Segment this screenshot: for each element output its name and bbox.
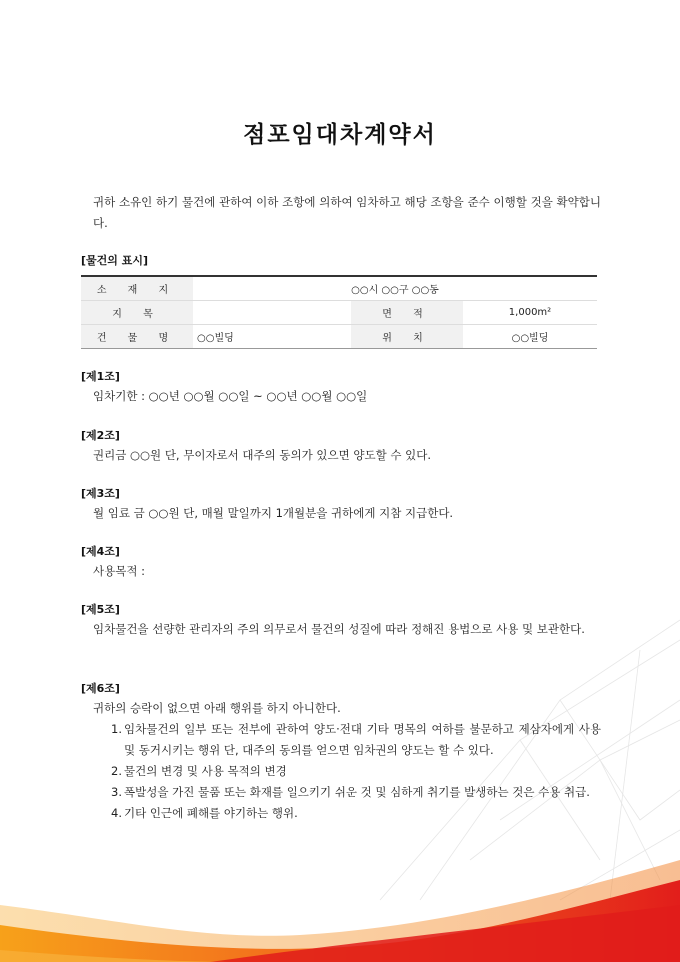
- list-item: [111, 761, 601, 782]
- table-row: [81, 301, 597, 325]
- restriction-list: [81, 719, 601, 824]
- article-3: [81, 485, 601, 524]
- location-value: ○○시 ○○구 ○○동: [193, 276, 597, 301]
- list-item-number: 1.: [111, 722, 122, 736]
- property-heading: [물건의 표시]: [81, 254, 149, 267]
- article-body: 귀하의 승락이 없으면 아래 행위를 하지 아니한다.: [93, 701, 341, 715]
- list-item-text: 물건의 변경 및 사용 목적의 변경: [124, 764, 287, 778]
- article-4: [81, 543, 601, 582]
- article-5: [81, 601, 601, 640]
- article-title: [제2조]: [81, 429, 120, 442]
- article-body: 임차물건을 선량한 관리자의 주의 의무로서 물건의 성질에 따라 정해진 용법으로 사용 및 보관한다.: [93, 622, 585, 636]
- building-value: ○○빌딩: [197, 333, 234, 344]
- article-title: [제6조]: [81, 682, 120, 695]
- position-value: ○○빌딩: [511, 333, 549, 344]
- article-2: [81, 427, 601, 466]
- list-item-number: 4.: [111, 806, 122, 820]
- article-6: [81, 680, 601, 824]
- table-row: [81, 276, 597, 301]
- list-item-text: 폭발성을 가진 물품 또는 화재를 일으키기 쉬운 것 및 심하게 취기를 발생하는 것은 수용 취급.: [124, 785, 590, 799]
- list-item: [111, 782, 601, 803]
- article-title: [제4조]: [81, 545, 120, 558]
- land-value: [193, 301, 351, 325]
- article-body: 월 임료 금 ○○원 단, 매월 말일까지 1개월분을 귀하에게 지참 지급한다.: [93, 506, 454, 520]
- article-title: [제3조]: [81, 487, 120, 500]
- list-item: [111, 719, 601, 761]
- land-label: 지 목: [81, 301, 193, 325]
- article-1: [81, 368, 601, 407]
- list-item-text: 기타 인근에 폐해를 야기하는 행위.: [124, 806, 298, 820]
- article-title: [제5조]: [81, 603, 120, 616]
- list-item-text: 임차물건의 일부 또는 전부에 관하여 양도·전대 기타 명목의 여하를 불문하고 제삼자에게 사용 및 동거시키는 행위 단, 대주의 동의를 얻으면 임차권의 양도는 할 수 있다.: [124, 722, 601, 757]
- table-row: [81, 325, 597, 349]
- article-title: [제1조]: [81, 370, 120, 383]
- article-body: 사용목적 :: [93, 564, 145, 578]
- area-value: 1,000m²: [463, 301, 597, 325]
- location-label: 소 재 지: [81, 276, 193, 301]
- building-label: 건 물 명: [81, 325, 193, 349]
- list-item-number: 2.: [111, 764, 122, 778]
- article-body: 권리금 ○○원 단, 무이자로서 대주의 동의가 있으면 양도할 수 있다.: [93, 448, 432, 462]
- position-label: 위 치: [351, 325, 463, 349]
- property-table: [81, 275, 597, 349]
- article-body: 임차기한 : ○○년 ○○월 ○○일 ~ ○○년 ○○월 ○○일: [93, 389, 368, 403]
- list-item: [111, 803, 601, 824]
- list-item-number: 3.: [111, 785, 122, 799]
- area-label: 면 적: [351, 301, 463, 325]
- document-title: 점포임대차계약서: [243, 122, 437, 148]
- intro-paragraph: 귀하 소유인 하기 물건에 관하여 이하 조항에 의하여 임차하고 해당 조항을 준수 이행할 것을 확약합니다.: [93, 195, 601, 230]
